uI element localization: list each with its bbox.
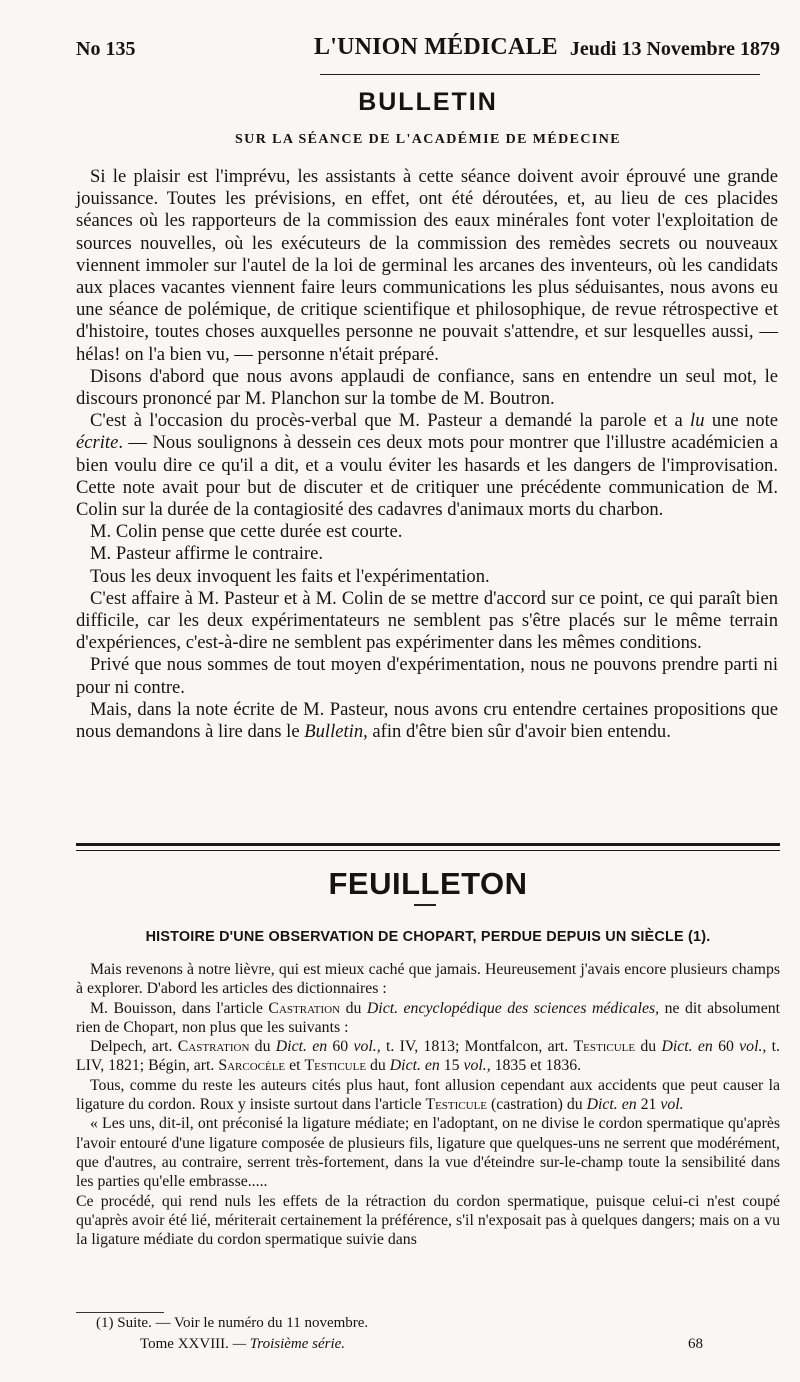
small-caps-term: Testicule — [304, 1057, 367, 1075]
bulletin-subtitle: SUR LA SÉANCE DE L'ACADÉMIE DE MÉDECINE — [235, 132, 621, 147]
text-run: Tous, comme du reste les auteurs cités plus haut, font allusion cependant aux accidents que peut causer la ligature du cordon. Roux y insiste surtout dans l'article — [76, 1076, 780, 1114]
text-run: t. LIV, 1821; Bégin, art. — [76, 1038, 780, 1075]
italic-title: vol., — [739, 1038, 767, 1056]
text-run: du — [366, 1057, 390, 1075]
feuilleton-subtitle: HISTOIRE D'UNE OBSERVATION DE CHOPART, PERDUE DEPUIS UN SIÈCLE (1). — [145, 929, 711, 945]
bulletin-paragraph: C'est affaire à M. Pasteur et à M. Colin de se mettre d'accord sur ce point, ce qui paraît bien difficile, car les deux expérimentateurs ne semblent pas s'être placés sur le même terrain d'expériences, c'est-à-dire ne semblent pas expérimenter dans les mêmes conditions. — [76, 587, 778, 654]
feuilleton-paragraph: « Les uns, dit-il, ont préconisé la ligature médiate; en l'adoptant, on ne divise le cordon spermatique qu'après l'avoir entouré d'une ligature composée de plusieurs fils, ligature que quelques-uns ne serrent que modérément, que d'autres, au contraire, serrent très-fortement, dans la vue d'éteindre sur-le-champ toute la sensibilité dans les parties qu'elle embrasse..... — [76, 1115, 780, 1191]
text-run: M. Bouisson, dans l'article — [90, 999, 269, 1017]
text-run: du — [635, 1038, 662, 1056]
text-run: t. IV, 1813; Montfalcon, art. — [380, 1038, 574, 1056]
bulletin-paragraph: Tous les deux invoquent les faits et l'expérimentation. — [90, 565, 490, 587]
footnote-rule — [76, 1312, 164, 1313]
text-run: 1835 et 1836. — [490, 1057, 582, 1075]
text-run: ne dit absolument rien de Chopart, non plus que les suivants : — [76, 999, 780, 1036]
text-run: 15 — [439, 1057, 464, 1075]
tome-label: Tome XXVIII. — [140, 1336, 229, 1352]
issue-date: Jeudi 13 Novembre 1879 — [569, 38, 780, 60]
italic-title: vol., — [353, 1038, 381, 1056]
text-run: (castration) du — [487, 1096, 587, 1114]
feuilleton-title: FEUILLETON — [328, 866, 528, 901]
footnote: (1) Suite. — Voir le numéro du 11 novembre. — [96, 1315, 369, 1331]
italic-title: Dict. en — [275, 1038, 328, 1056]
feuilleton-paragraph — [76, 1076, 780, 1115]
bulletin-title: BULLETIN — [358, 88, 498, 116]
bulletin-paragraph — [76, 699, 778, 743]
italic-title: vol. — [660, 1096, 684, 1114]
small-caps-term: Castration — [177, 1038, 250, 1056]
italic-title: Dict. en — [389, 1057, 440, 1075]
section-divider — [76, 843, 780, 851]
bulletin-paragraph — [76, 410, 778, 521]
running-header — [76, 34, 780, 64]
italic-title: Dict. en — [586, 1096, 637, 1114]
small-caps-term: Sarcocèle — [218, 1057, 286, 1075]
bulletin-paragraph: Si le plaisir est l'imprévu, les assistants à cette séance doivent avoir éprouvé une grande jouissance. Toutes les prévisions, en effet, ont été déroutées, et, au lieu de ces placides séances où les rapporteurs de la commission des eaux minérales font voter l'exploitation de sources nouvelles, où les exécuteurs de la commission des remèdes secrets ou nouveaux viennent immoler sur l'autel de la loi de germinal les arcanes des inventeurs, où les candidats aux places vacantes viennent faire leurs communications les plus séduisantes, nous avons eu une séance de polémique, de critique scientifique et philosophique, de revue rétrospective et d'histoire, toutes choses auxquelles personne ne pouvait s'attendre, et sur lesquelles aussi, — hélas! on l'a bien vu, — personne n'était préparé. — [76, 166, 778, 365]
journal-title: L'UNION MÉDICALE — [314, 34, 558, 60]
text-run: 21 — [636, 1096, 661, 1114]
emphasis-ecrite: écrite — [76, 432, 119, 454]
text-run: Delpech, art. — [90, 1038, 178, 1056]
text-run: 60 — [712, 1038, 740, 1056]
small-caps-term: Testicule — [425, 1096, 488, 1114]
feuilleton-paragraph — [76, 999, 780, 1038]
feuilleton-paragraph: Mais revenons à notre lièvre, qui est mieux caché que jamais. Heureusement j'avais encore plusieurs champs à explorer. D'abord les articles des dictionnaires : — [76, 961, 780, 998]
text-run: et — [285, 1057, 305, 1075]
page-number: 68 — [688, 1336, 703, 1352]
small-caps-term: Testicule — [573, 1038, 636, 1056]
tome-line — [140, 1336, 345, 1353]
italic-title: vol., — [463, 1057, 491, 1075]
feuilleton-body — [76, 960, 780, 1249]
text-run: du — [249, 1038, 276, 1056]
text-run: C'est à l'occasion du procès-verbal que M. Pasteur a demandé la parole et a — [90, 410, 691, 432]
feuilleton-rule — [414, 904, 436, 906]
text-run: une note — [704, 410, 778, 432]
feuilleton-paragraph: Ce procédé, qui rend nuls les effets de la rétraction du cordon spermatique, puisque celui-ci n'est coupé qu'après avoir été lié, mériterait certainement la préférence, s'il n'exposait pas à quelques dangers; mais on a vu la ligature médiate du cordon spermatique suivie dans — [76, 1192, 780, 1249]
text-run: , afin d'être bien sûr d'avoir bien entendu. — [363, 721, 671, 743]
bulletin-paragraph: M. Pasteur affirme le contraire. — [90, 543, 324, 565]
series-label: — Troisième série. — [232, 1336, 346, 1352]
emphasis-bulletin: Bulletin — [304, 721, 364, 743]
feuilleton-paragraph — [76, 1037, 780, 1076]
bulletin-body — [76, 166, 778, 743]
italic-title: Dict. encyclopédique des sciences médicales, — [366, 999, 660, 1017]
small-caps-term: Castration — [268, 999, 341, 1017]
bulletin-paragraph: Privé que nous sommes de tout moyen d'expérimentation, nous ne pouvons prendre parti ni pour ni contre. — [76, 654, 778, 698]
emphasis-lu: lu — [690, 410, 705, 432]
text-run: Mais, dans la note écrite de M. Pasteur, nous avons cru entendre certaines propositions que nous demandons à lire dans le — [76, 698, 778, 743]
bulletin-paragraph: Disons d'abord que nous avons applaudi de confiance, sans en entendre un seul mot, le discours prononcé par M. Planchon sur la tombe de M. Boutron. — [76, 365, 778, 410]
header-rule — [320, 74, 760, 75]
text-run: 60 — [327, 1038, 354, 1056]
bulletin-paragraph: M. Colin pense que cette durée est courte. — [90, 521, 403, 543]
issue-number: No 135 — [76, 38, 136, 60]
text-run: . — Nous soulignons à dessein ces deux mots pour montrer que l'illustre académicien a bien voulu dire ce qu'il a dit, et a voulu éviter les hasards et les dangers de l'improvisation. Cette note avait pour but de discuter et de critiquer une précédente communication de M. Colin sur la durée de la contagiosité des cadavres d'animaux morts du charbon. — [76, 432, 778, 521]
text-run: du — [340, 999, 367, 1017]
italic-title: Dict. en — [661, 1038, 713, 1056]
